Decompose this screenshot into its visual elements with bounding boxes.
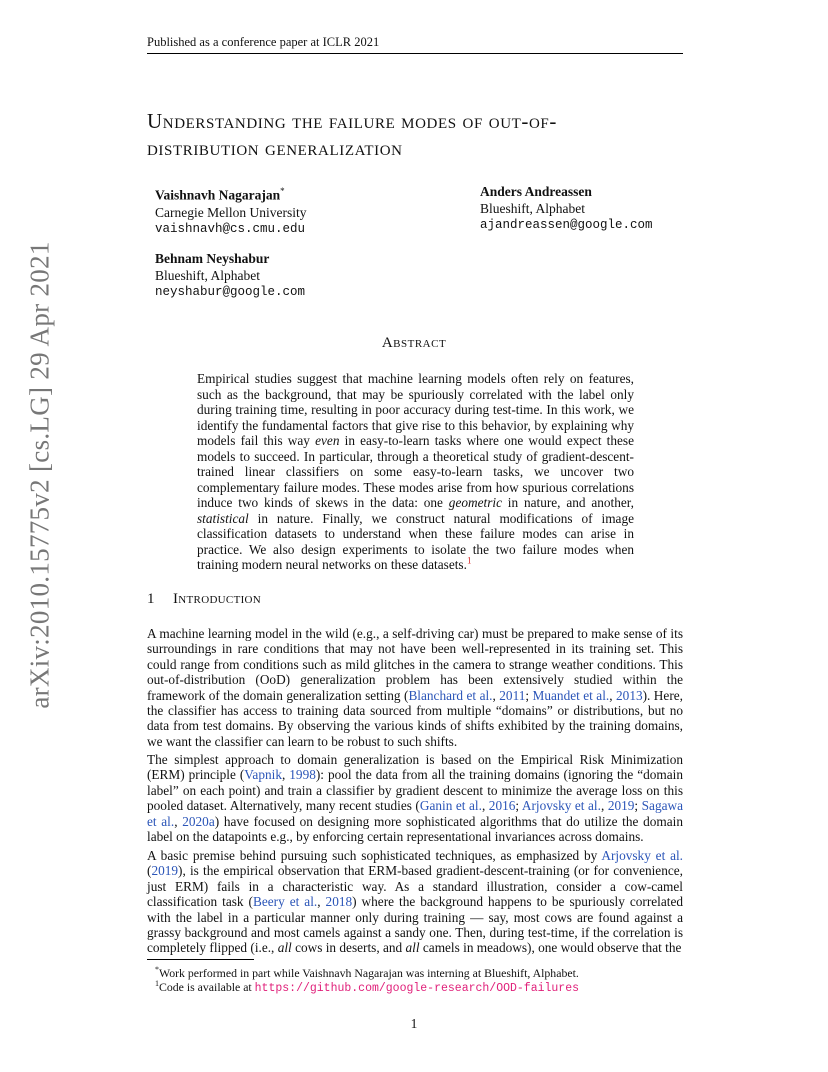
section-heading <box>147 591 261 608</box>
arxiv-stamp-text: arXiv:2010.15775v2 [cs.LG] 29 Apr 2021 <box>24 241 55 709</box>
author-affiliation: Carnegie Mellon University <box>155 204 307 220</box>
body-text: ): pool the data from all the training domains (ignoring the “domain label” on each point) and train a classifier by gradient descent to minimize the average loss on this pooled dataset. Alternatively, many recent studies ( <box>147 767 683 814</box>
body-text: camels in meadows), one would observe that the <box>419 940 682 956</box>
footnote-rule <box>147 959 254 960</box>
footnote-mark: 1 <box>155 979 159 988</box>
body-text: ; <box>634 798 642 814</box>
citation-link[interactable]: 2011 <box>499 687 526 703</box>
abstract-emphasis: geometric <box>448 495 502 510</box>
body-text: , <box>600 798 608 814</box>
author-email: ajandreassen@google.com <box>480 218 653 232</box>
citation-link[interactable]: Beery et al. <box>252 894 318 910</box>
author-email: vaishnavh@cs.cmu.edu <box>155 221 306 236</box>
body-text: , <box>609 687 617 703</box>
body-text: , <box>281 767 290 783</box>
author-name: Behnam Neyshabur <box>155 251 270 266</box>
paper-title <box>147 108 707 162</box>
citation-link[interactable]: 2013 <box>616 687 643 703</box>
section-number: 1 <box>147 591 155 607</box>
footnote-link[interactable]: 1 <box>466 555 472 566</box>
citation-link[interactable]: 2019 <box>607 798 635 814</box>
body-text: The simplest approach to domain generalization is based on the Empirical Risk Minimization (ERM) principle ( <box>147 752 683 783</box>
body-text: cows in deserts, and <box>291 940 406 956</box>
author-affiliation: Blueshift, Alphabet <box>480 201 585 216</box>
author-name: Anders Andreassen <box>480 184 592 199</box>
citation-link[interactable]: Vapnik <box>244 767 282 783</box>
citation-link[interactable]: 2018 <box>325 894 353 910</box>
code-url-link[interactable]: https://github.com/google-research/OOD-failures <box>254 981 580 995</box>
header-rule <box>147 53 683 54</box>
citation-link[interactable]: Muandet et al. <box>532 687 610 703</box>
body-text: ). Here, the classifier has access to training data sourced from multiple “domains” or distributions, but no data from test domains. By observing the various kinds of shifts exhibited by the training domains, we want the classifier can learn to be robust to such shifts. <box>147 687 683 749</box>
body-text: ; <box>515 798 522 814</box>
author-block-2 <box>480 183 653 234</box>
footnote-2 <box>155 977 579 996</box>
body-text: ) where the background happens to be spuriously correlated with the label in a particular manner only during training — say, most cows are found against a grassy background and most camels against a sandy one. Then, during test-time, if the correlation is completely flipped (i.e., <box>147 894 683 956</box>
body-text: ) have focused on designing more sophisticated algorithms that do utilize the domain label on the datapoints e.g., by enforcing certain representational invariances across domains. <box>147 813 683 845</box>
citation-link[interactable]: Ganin et al. <box>419 798 482 814</box>
body-text: A basic premise behind pursuing such sophisticated techniques, as emphasized by <box>147 848 602 863</box>
body-text: ( <box>147 863 152 879</box>
citation-link[interactable]: Arjovsky et al. <box>601 848 683 863</box>
abstract-heading: Abstract <box>381 335 447 351</box>
paragraph-1 <box>147 626 683 749</box>
running-header: Published as a conference paper at ICLR 2021 <box>147 35 380 49</box>
author-block-1 <box>155 183 306 238</box>
title-line-1: Understanding the failure modes of out-of- <box>147 109 557 133</box>
body-text: , <box>317 894 326 910</box>
abstract-text: in nature, and another, <box>501 495 634 510</box>
paragraph-3 <box>147 848 683 956</box>
citation-link[interactable]: 2019 <box>151 863 179 879</box>
author-footnote-mark: * <box>280 186 285 196</box>
abstract-emphasis: statistical <box>197 510 249 526</box>
abstract-body <box>197 371 634 573</box>
section-title: Introduction <box>173 591 262 607</box>
author-name: Vaishnavh Nagarajan <box>155 187 281 203</box>
body-text: ), is the empirical observation that ERM-based gradient-descent-training (or for convenience, just ERM) fails in a characteristic way. As a standard illustration, consider a cow-camel classification task ( <box>147 863 683 910</box>
body-text: A machine learning model in the wild (e.g., a self-driving car) must be prepared to make sense of its surroundings in rare conditions that may not have been well-represented in its training set. This could range from conditions such as mild glitches in the camera to strange weather conditions. This out-of-distribution (OoD) generalization problem has been extensively studied within the framework of the domain generalization setting ( <box>147 626 683 703</box>
body-text: , <box>481 798 489 814</box>
citation-link[interactable]: Sagawa et al. <box>147 798 683 829</box>
citation-link[interactable]: 2016 <box>488 798 516 814</box>
citation-link[interactable]: 1998 <box>289 767 316 783</box>
body-text: , <box>174 813 183 829</box>
footnote-text: Code is available at <box>159 979 255 994</box>
body-text: ; <box>525 687 533 703</box>
paragraph-2 <box>147 752 683 844</box>
author-block-3 <box>155 250 305 301</box>
title-line-2: distribution generalization <box>147 136 403 160</box>
citation-link[interactable]: 2020a <box>182 813 215 829</box>
body-text: , <box>492 687 500 703</box>
footnote-text: Work performed in part while Vaishnavh Nagarajan was interning at Blueshift, Alphabet. <box>159 965 579 980</box>
footnote-mark: * <box>155 965 159 974</box>
abstract-emphasis: even <box>315 433 340 448</box>
author-affiliation: Blueshift, Alphabet <box>155 268 260 283</box>
author-email: neyshabur@google.com <box>155 285 306 299</box>
page-number: 1 <box>410 1016 418 1031</box>
abstract-text: Empirical studies suggest that machine learning models often rely on features, such as the background, that may be spuriously correlated with the label only during training time, resulting in poor accuracy during test-time. In this work, we identify the fundamental factors that give rise to this behavior, by explaining why models fail this way <box>197 371 634 448</box>
body-emphasis: all <box>277 940 292 956</box>
abstract-text: in nature. Finally, we construct natural modifications of image classification datasets to understand when these failure modes can arise in practice. We also design experiments to isolate the two failure modes when training modern neural networks on these datasets. <box>197 510 634 572</box>
citation-link[interactable]: Arjovsky et al. <box>521 798 601 814</box>
body-emphasis: all <box>405 940 420 956</box>
citation-link[interactable]: Blanchard et al. <box>408 687 493 703</box>
abstract-text: in easy-to-learn tasks where one would expect these models to succeed. In particular, through a theoretical study of gradient-descent-trained linear classifiers on some easy-to-learn tasks, we uncover two complementary failure modes. These modes arise from how spurious correlations induce two kinds of skews in the data: one <box>197 433 635 510</box>
